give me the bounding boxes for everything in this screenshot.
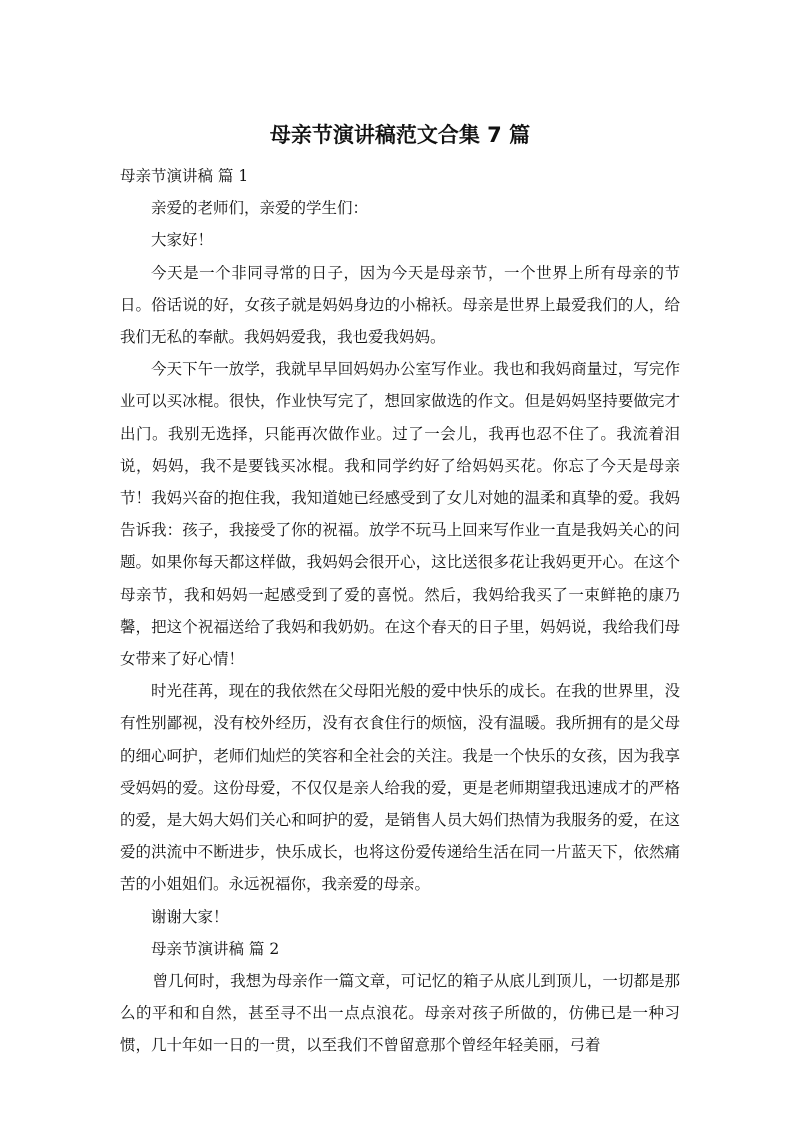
section-1-heading: 母亲节演讲稿 篇 1 [120, 167, 249, 185]
hello-line: 大家好！ [151, 231, 214, 250]
paragraph-3: 时光荏苒，现在的我依然在父母阳光般的爱中快乐的成长。在我的世界里，没有性别鄙视，没有校外经历，没有衣食住行的烦恼，没有温暖。我所拥有的是父母的细心呵护，老师们灿烂的笑容和全社会的关注。我是一个快乐的女孩，因为我享受妈妈的爱。这份母爱，不仅仅是亲人给我的爱，更是老师期望我迅速成才的严格的爱，是大妈大妈们关心和呵护的爱，是销售人员大妈们热情为我服务的爱，在这爱的洪流中不断进步，快乐成长，也将这份爱传递给生活在同一片蓝天下，依然痛苦的小姐姐们。永远祝福你，我亲爱的母亲。 [120, 682, 680, 894]
section-2-heading: 母亲节演讲稿 篇 2 [151, 939, 280, 958]
document-body [120, 160, 680, 1062]
greeting-line: 亲爱的老师们，亲爱的学生们： [151, 199, 369, 218]
document-title: 母亲节演讲稿范文合集 7 篇 [269, 123, 531, 147]
section-2-paragraph: 曾几何时，我想为母亲作一篇文章，可记忆的箱子从底儿到顶儿，一切都是那么的平和和自然，甚至寻不出一点点浪花。母亲对孩子所做的，仿佛已是一种习惯，几十年如一日的一贯，以至我们不曾留意那个曾经年轻美丽，弓着 [120, 972, 680, 1055]
paragraph-2: 今天下午一放学，我就早早回妈妈办公室写作业。我也和我妈商量过，写完作业可以买冰棍。很快，作业快写完了，想回家做选的作文。但是妈妈坚持要做完才出门。我别无选择，只能再次做作业。过了一会儿，我再也忍不住了。我流着泪说，妈妈，我不是要钱买冰棍。我和同学约好了给妈妈买花。你忘了今天是母亲节！我妈兴奋的抱住我，我知道她已经感受到了女儿对她的温柔和真挚的爱。我妈告诉我：孩子，我接受了你的祝福。放学不玩马上回来写作业一直是我妈关心的问题。如果你每天都这样做，我妈妈会很开心，这比送很多花让我妈更开心。在这个母亲节，我和妈妈一起感受到了爱的喜悦。然后，我妈给我买了一束鲜艳的康乃馨，把这个祝福送给了我妈和我奶奶。在这个春天的日子里，妈妈说，我给我们母女带来了好心情！ [120, 360, 680, 669]
paragraph-1: 今天是一个非同寻常的日子，因为今天是母亲节，一个世界上所有母亲的节日。俗话说的好，女孩子就是妈妈身边的小棉袄。母亲是世界上最爱我们的人，给我们无私的奉献。我妈妈爱我，我也爱我妈妈。 [120, 263, 680, 347]
closing-line: 谢谢大家！ [151, 907, 229, 926]
